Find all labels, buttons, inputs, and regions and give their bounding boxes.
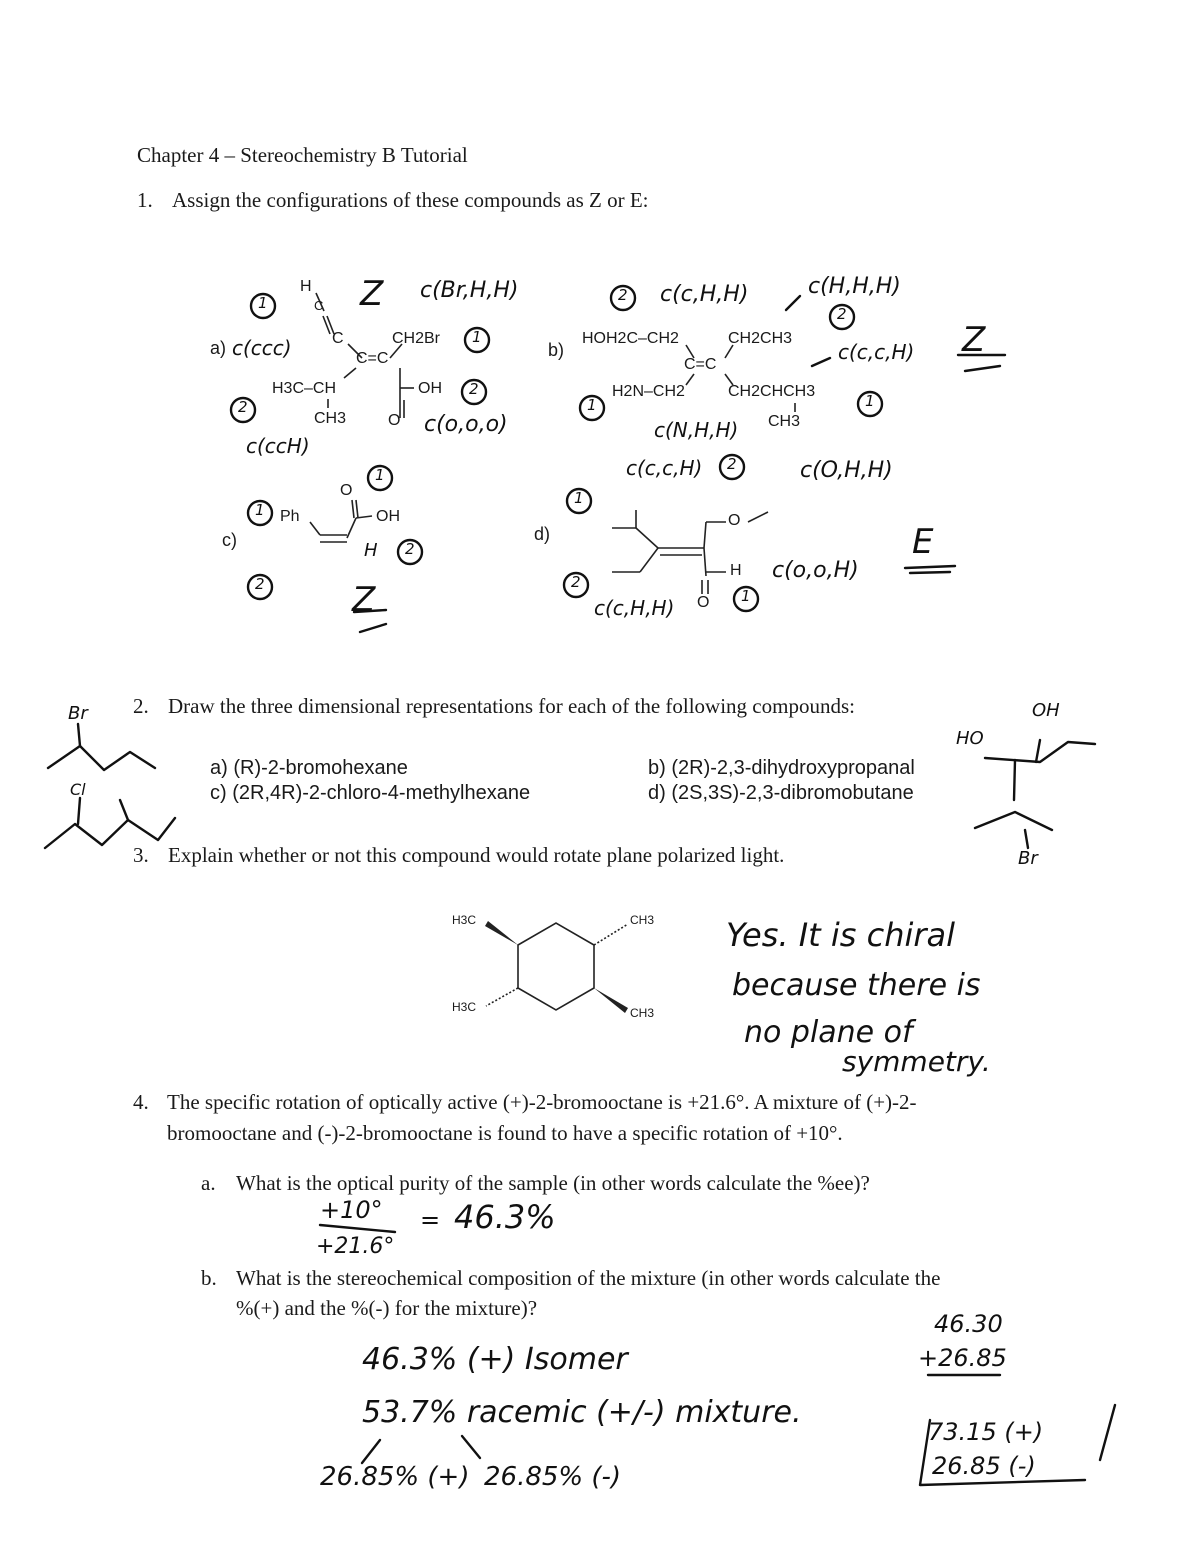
atom-1b-ch3: CH3 [768,413,801,430]
question-2-text: Draw the three dimensional representations for each of the following compounds: [168,694,855,718]
question-3-text: Explain whether or not this compound would rotate plane polarized light. [168,843,785,867]
annotation-1d-cch: c(c,c,H) [626,456,703,480]
atom-1a-h3cch: H3C–CH [272,380,337,397]
atom-1a-c2: C [332,330,344,347]
substituent-bl: H3C [452,1000,477,1014]
annotation-2d-br: Br [1018,848,1038,869]
priority-1a-1b: 1 [472,328,482,346]
priority-1b-2b: 2 [837,305,847,323]
sketch-2a-br-bond [78,724,80,746]
annotation-1d-ohh: c(O,H,H) [800,458,893,483]
annotation-1c-h: H [364,540,378,561]
sketch-2c-me [120,800,128,820]
bond-1d-6 [704,522,706,548]
side-calc-3: 73.15 (+) [928,1418,1044,1446]
bond-1a-ch [344,368,356,378]
page-title: Chapter 4 – Stereochemistry B Tutorial [137,143,468,167]
bond-1b-bl [686,374,694,385]
hash-tr [594,924,628,945]
priority-1b-1: 1 [587,396,597,414]
answer-3-line-4: symmetry. [842,1045,991,1078]
bond-1d-8 [748,512,768,522]
sketch-2b-oh [1036,740,1040,762]
atom-1a-h: H [300,278,312,295]
annotation-1a-cch: c(ccH) [246,434,310,458]
atom-1b-left-bot: H2N–CH2 [612,383,685,400]
cyclohexane-ring [518,923,594,1010]
answer-3-line-2: because there is [732,968,981,1003]
question-1-number: 1. [137,188,153,212]
wedge-br [594,988,628,1013]
priority-1a-1: 1 [258,294,268,312]
atom-1d-h: H [730,562,742,579]
question-2-number: 2. [133,694,149,718]
label-1d: d) [534,524,551,544]
side-calc-1: 46.30 [934,1310,1003,1338]
atom-1b-right-top: CH2CH3 [728,330,793,347]
priority-1d-2: 2 [727,455,737,473]
substituent-tl: H3C [452,913,477,927]
question-4b-label: b. [201,1266,217,1290]
answer-3-line-3: no plane of [744,1015,913,1050]
underline-1d-e [905,566,955,568]
arrow-1b-b [812,358,830,366]
sketch-2d-br [1025,830,1028,848]
substituent-tr: CH3 [630,913,655,927]
bond-1c-carbonyl-c [347,518,356,538]
atom-1a-cc: C=C [356,350,389,367]
answer-1d-e: E [912,522,934,562]
annotation-1a-ooo: c(o,o,o) [424,412,508,437]
question-4-number: 4. [133,1090,149,1114]
arrow-4b-left [362,1440,380,1463]
priority-1b-1b: 1 [865,392,875,410]
atom-1c-o: O [340,482,353,499]
atom-1c-ph: Ph [280,508,300,525]
answer-4a-result: 46.3% [454,1198,556,1236]
question-4b-text-2: %(+) and the %(-) for the mixture)? [236,1296,538,1320]
sketch-2b-c [1014,760,1015,800]
compound-2c: c) (2R,4R)-2-chloro-4-methylhexane [210,782,531,804]
bond-1a-alkyne [323,316,330,334]
answer-4a-equals: = [420,1206,441,1234]
answer-4b-split-right: 26.85% (-) [484,1462,622,1492]
hash-bl [486,988,518,1006]
question-3-number: 3. [133,843,149,867]
priority-1d-1: 1 [574,489,584,507]
answer-1c-z: Z [352,580,376,620]
substituent-br: CH3 [630,1006,655,1020]
priority-1c-1b: 1 [375,466,385,484]
arrow-4b-right [462,1436,480,1458]
compound-2b: b) (2R)-2,3-dihydroxypropanal [648,757,915,779]
answer-4a-denominator: +21.6° [316,1234,395,1259]
question-4b-text-1: What is the stereochemical composition of the mixture (in other words calculate the [236,1266,941,1290]
priority-1d-2b: 2 [571,573,581,591]
sketch-2a [48,746,155,770]
compound-2a: a) (R)-2-bromohexane [210,757,408,779]
answer-4a-numerator: +10° [320,1196,383,1224]
annotation-1b-nhh: c(N,H,H) [654,418,739,442]
atom-1a-c-top: C [314,298,324,313]
underline-1c-z2 [360,624,386,632]
bond-1c-ph [310,522,320,535]
annotation-2b-oh: OH [1032,700,1060,721]
atom-1a-oh: OH [418,380,442,397]
answer-4b-line-2: 53.7% racemic (+/-) mixture. [362,1395,802,1430]
side-calc-2: +26.85 [918,1344,1007,1372]
label-1c: c) [222,530,237,550]
priority-1c-2: 2 [255,575,265,593]
question-4-text-2: bromooctane and (-)-2-bromooctane is found to have a specific rotation of +10°. [167,1121,843,1145]
answer-4b-split-left: 26.85% (+) [320,1462,470,1492]
atom-1c-oh: OH [376,508,400,525]
side-calc-4: 26.85 (-) [932,1452,1036,1480]
bond-1c-co [352,500,354,518]
atom-1a-ch2br: CH2Br [392,330,441,347]
atom-1a-o: O [388,412,401,429]
question-4a-label: a. [201,1171,216,1195]
sketch-2d [975,812,1052,830]
question-4-text-1: The specific rotation of optically active (+)-2-bromooctane is +21.6°. A mixture of (+)-2- [167,1090,917,1114]
priority-1d-1b: 1 [741,587,751,605]
label-1a: a) [210,338,227,358]
arrow-1b-a [786,296,800,310]
priority-1a-2b: 2 [469,380,479,398]
wedge-tl [485,921,518,945]
atom-1a-ch3: CH3 [314,410,347,427]
annotation-1b-chh: c(c,H,H) [660,282,749,307]
question-4a-text: What is the optical purity of the sample (in other words calculate the %ee)? [236,1171,870,1195]
priority-1c-1: 1 [255,501,265,519]
annotation-1b-hhh: c(H,H,H) [808,274,901,299]
answer-1b-z: Z [962,320,986,360]
annotation-1d-ooh: c(o,o,H) [772,558,859,583]
bond-1c-co2 [356,500,358,518]
bond-1d-9 [704,548,706,576]
answer-3-line-1: Yes. It is chiral [726,916,956,954]
sketch-2c [45,818,175,848]
priority-1b-2: 2 [618,286,628,304]
priority-1c-2b: 2 [405,540,415,558]
atom-1d-o: O [728,512,741,529]
label-1b: b) [548,340,565,360]
annotation-1a-ccc: c(ccc) [232,336,292,360]
priority-1a-2: 2 [238,398,248,416]
atom-1b-left-top: HOH2C–CH2 [582,330,679,347]
atom-1d-o2: O [697,594,710,611]
slash-mark [1100,1405,1115,1460]
annotation-1b-cch: c(c,c,H) [838,340,915,364]
fraction-bar-4a [320,1225,395,1232]
compound-2d: d) (2S,3S)-2,3-dibromobutane [648,782,914,804]
atom-1b-cc: C=C [684,356,717,373]
annotation-1d-chh: c(c,H,H) [594,596,675,620]
annotation-2a-br: Br [68,703,88,724]
underline-1d-e2 [910,572,950,573]
annotation-1a-br: c(Br,H,H) [420,278,519,303]
underline-1b-z2 [965,366,1000,371]
atom-1b-right-bot: CH2CHCH3 [728,383,816,400]
bond-1d-4 [640,548,658,572]
bond-1d-3 [636,528,658,548]
annotation-2c-cl: Cl [70,780,86,799]
annotation-2b-ho: HO [956,728,984,749]
answer-1a-z: Z [360,274,384,314]
answer-4b-line-1: 46.3% (+) Isomer [362,1342,628,1377]
question-1-text: Assign the configurations of these compounds as Z or E: [172,188,649,212]
sketch-2c-cl [78,798,80,824]
